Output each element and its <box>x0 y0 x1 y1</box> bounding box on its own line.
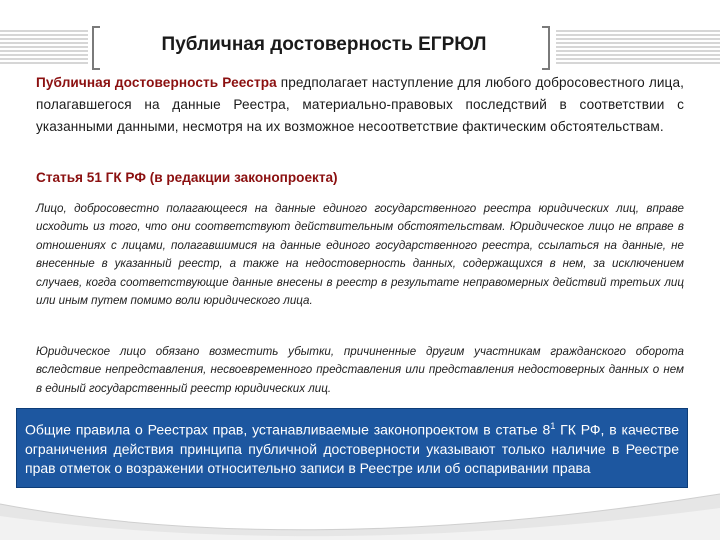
article-quote-1: Лицо, добросовестно полагающееся на данные единого государственного реестра юридических лиц, вправе исходить из того, что они соответствуют действительным обстоятельствам. Юридическое лицо не вправе в отношениях с лицами, полагавшимися на данные единого государственного реестра, ссылаться на данные, не внесенные в указанный реестр, а также на недостоверность данных, содержащихся в нем, за исключением случаев, когда соответствующие данные внесены в реестр в результате неправомерных действий третьих лиц или иным путем помимо воли юридического лица. <box>36 202 684 308</box>
intro-paragraph <box>36 72 684 138</box>
title-bracket-right <box>542 26 550 70</box>
article-quote-2: Юридическое лицо обязано возместить убытки, причиненные другим участникам гражданского оборота вследствие непредставления, несвоевременного представления или представления недостоверных данных о нем в единый государственный реестр юридических лиц. <box>36 345 684 395</box>
callout-text-before: Общие правила о Реестрах прав, устанавливаемые законопроектом в статье 8 <box>25 421 551 438</box>
article-heading: Статья 51 ГК РФ (в редакции законопроекта) <box>36 170 338 185</box>
footer-swoosh <box>0 486 720 540</box>
intro-emphasis: Публичная достоверность Реестра <box>36 75 277 90</box>
callout-superscript: 1 <box>550 421 556 431</box>
callout-text-after: ГК РФ, в качестве ограничения действия принципа публичной достоверности указывают только наличие в Реестре прав отметок о возражении относительно записи в Реестре или об оспаривании права <box>25 421 679 477</box>
callout-box <box>16 408 688 488</box>
header-stripes-left <box>0 30 88 64</box>
slide-title: Публичная достоверность ЕГРЮЛ <box>161 34 487 55</box>
header-stripes-right <box>556 30 720 64</box>
title-bracket-left <box>92 26 100 70</box>
intro-text: предполагает наступление для любого добросовестного лица, полагавшегося на данные Реестра, материально-правовых последствий в соответствии с указанными данными, несмотря на их возможное несоответствие фактическим обстоятельствам. <box>36 75 684 134</box>
